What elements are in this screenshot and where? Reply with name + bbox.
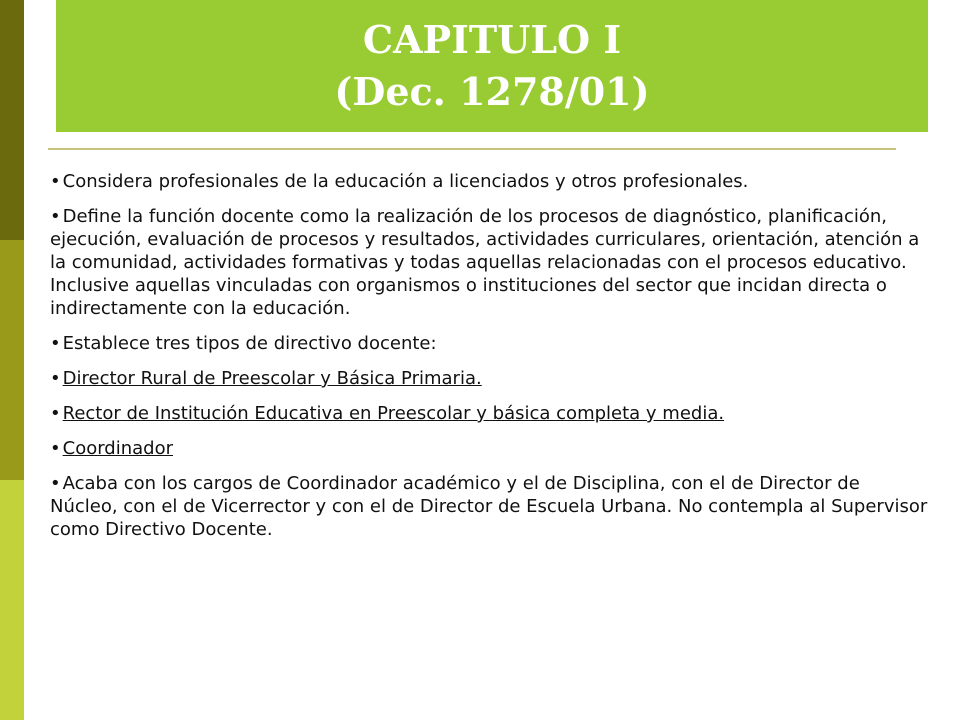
bullet-list bbox=[50, 170, 930, 553]
side-bar-top bbox=[0, 0, 24, 240]
bullet-item bbox=[50, 170, 930, 193]
bullet-text: Establece tres tipos de directivo docente: bbox=[62, 333, 437, 354]
bullet-text: Acaba con los cargos de Coordinador académico y el de Disciplina, con el de Director de Núcleo, con el de Vicerrector y con el de Director de Escuela Urbana. No contempla al Supervisor como Directivo Docente. bbox=[50, 473, 928, 540]
bullet-mark: • bbox=[50, 368, 61, 389]
bullet-item bbox=[50, 472, 930, 541]
bullet-mark: • bbox=[50, 473, 61, 494]
bullet-item bbox=[50, 437, 930, 460]
bullet-text: Considera profesionales de la educación a licenciados y otros profesionales. bbox=[62, 171, 749, 192]
bullet-item bbox=[50, 402, 930, 425]
bullet-text-underlined: Rector de Institución Educativa en Preescolar y básica completa y media. bbox=[62, 403, 725, 424]
bullet-item bbox=[50, 205, 930, 320]
slide-title-line-1: CAPITULO I bbox=[362, 17, 622, 62]
bullet-mark: • bbox=[50, 171, 61, 192]
bullet-item bbox=[50, 367, 930, 390]
slide-title-line-2: (Dec. 1278/01) bbox=[334, 69, 650, 114]
bullet-text-underlined: Coordinador bbox=[62, 438, 174, 459]
bullet-item bbox=[50, 332, 930, 355]
bullet-mark: • bbox=[50, 403, 61, 424]
side-bar-bottom bbox=[0, 480, 24, 720]
bullet-mark: • bbox=[50, 333, 61, 354]
bullet-text-underlined: Director Rural de Preescolar y Básica Primaria. bbox=[62, 368, 482, 389]
bullet-mark: • bbox=[50, 206, 61, 227]
title-banner bbox=[56, 0, 928, 132]
side-bar-middle bbox=[0, 240, 24, 480]
bullet-mark: • bbox=[50, 438, 61, 459]
title-divider bbox=[48, 148, 896, 150]
bullet-text: Define la función docente como la realización de los procesos de diagnóstico, planificación, ejecución, evaluación de procesos y resultados, actividades curriculares, orientación, atención a la comunidad, actividades formativas y todas aquellas relacionadas con el procesos educativo. Inclusive aquellas vinculadas con organismos o instituciones del sector que incidan directa o indirectamente con la educación. bbox=[50, 206, 920, 319]
